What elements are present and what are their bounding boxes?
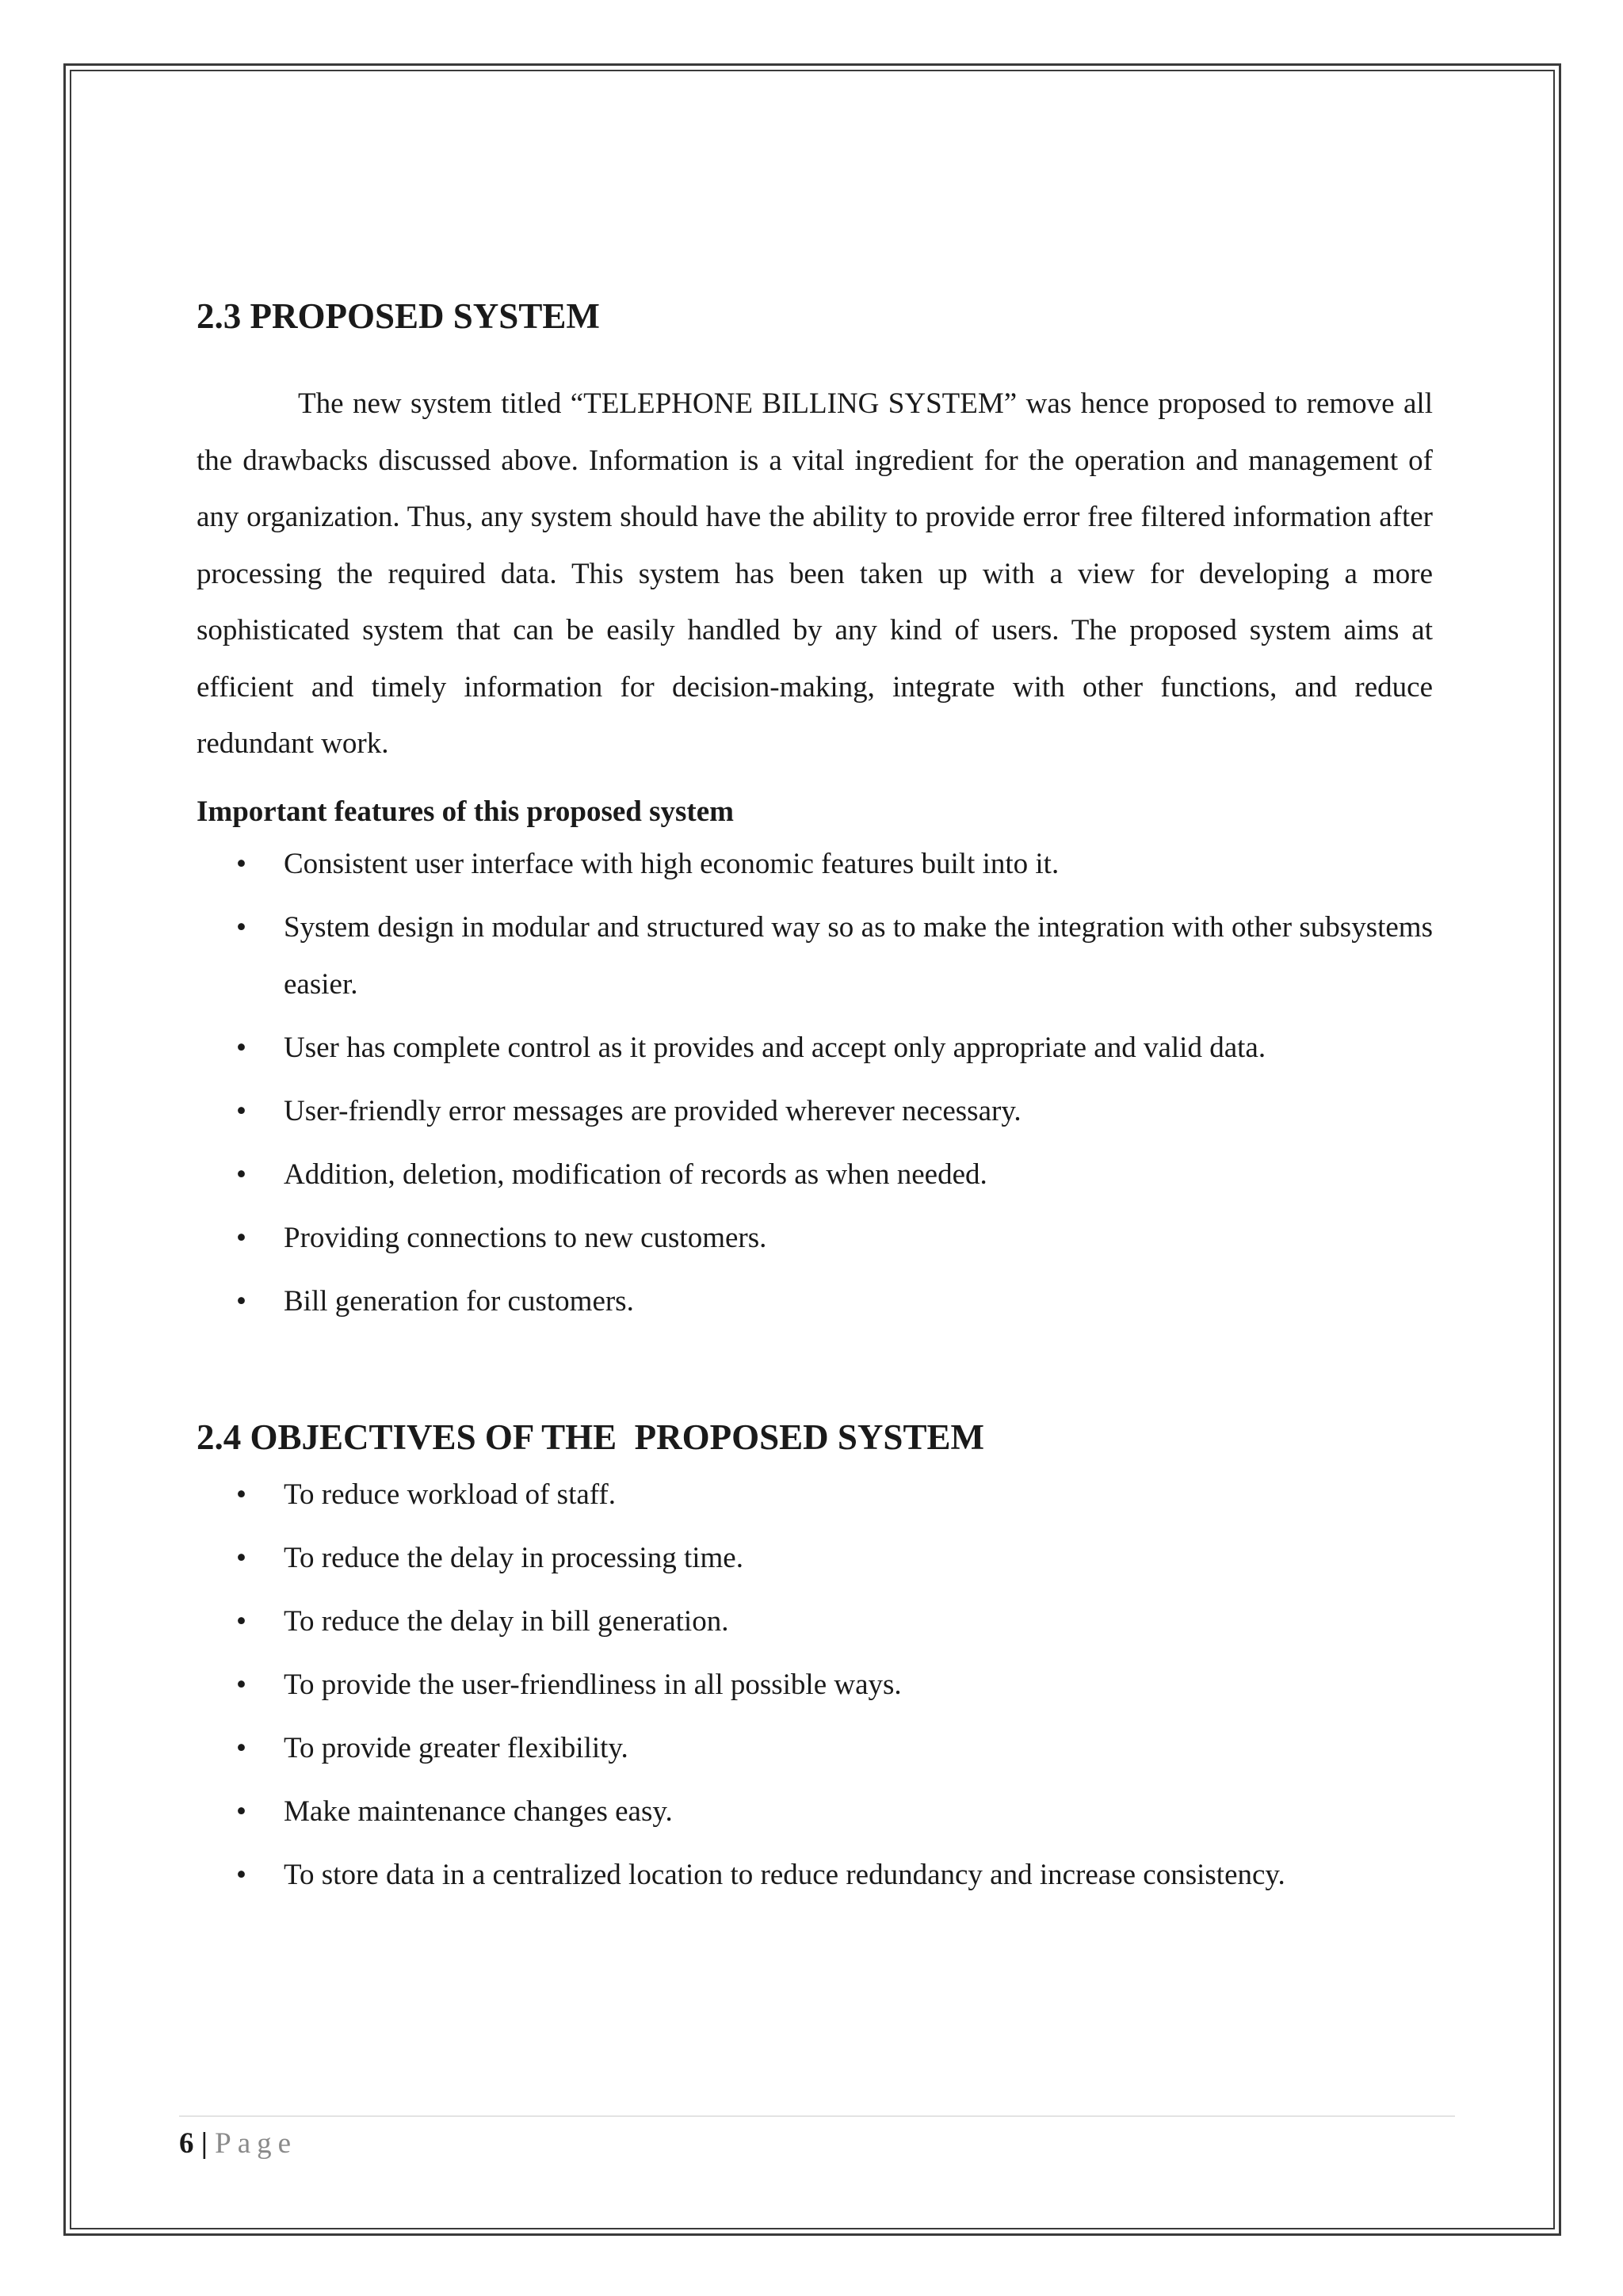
bullet-icon: • xyxy=(236,1158,246,1191)
objective-text: To reduce workload of staff. xyxy=(284,1478,616,1511)
bullet-icon: • xyxy=(236,847,246,880)
page-label: Page xyxy=(215,2127,298,2160)
list-item xyxy=(197,1210,1433,1267)
footer-separator: | xyxy=(200,2127,208,2160)
list-item xyxy=(197,1466,1433,1524)
bullet-icon: • xyxy=(236,1794,246,1828)
bullet-icon: • xyxy=(236,1541,246,1574)
features-subheading: Important features of this proposed system xyxy=(197,795,734,828)
feature-text: Consistent user interface with high economic features built into it. xyxy=(284,847,1060,880)
list-item xyxy=(197,1657,1433,1714)
objective-text: To provide the user-friendliness in all possible ways. xyxy=(284,1668,902,1701)
list-item xyxy=(197,1720,1433,1777)
objective-text: To provide greater flexibility. xyxy=(284,1731,628,1764)
list-item xyxy=(197,1273,1433,1330)
bullet-icon: • xyxy=(236,910,246,944)
list-item xyxy=(197,1530,1433,1587)
proposed-system-paragraph: The new system titled “TELEPHONE BILLING SYSTEM” was hence proposed to remove all the drawbacks discussed above. Information is a vital ingredient for the operation and management of any organization. Thus, any system should have the ability to provide error free filtered information after processing the required data. This system has been taken up with a view for developing a more sophisticated system that can be easily handled by any kind of users. The proposed system aims at efficient and timely information for decision-making, integrate with other functions, and reduce redundant work. xyxy=(197,387,1433,760)
objective-text: To reduce the delay in bill generation. xyxy=(284,1604,729,1638)
section-heading-objectives: 2.4 OBJECTIVES OF THE PROPOSED SYSTEM xyxy=(197,1417,984,1457)
list-item xyxy=(197,1020,1433,1077)
features-list xyxy=(197,836,1433,1330)
objectives-list xyxy=(197,1466,1433,1904)
page-content xyxy=(197,295,1433,1904)
feature-text: System design in modular and structured way so as to make the integration with other subsystems easier. xyxy=(284,910,1433,1001)
feature-text: User-friendly error messages are provided wherever necessary. xyxy=(284,1094,1022,1127)
bullet-icon: • xyxy=(236,1221,246,1254)
bullet-icon: • xyxy=(236,1478,246,1511)
objective-text: Make maintenance changes easy. xyxy=(284,1794,673,1828)
feature-text: Addition, deletion, modification of records as when needed. xyxy=(284,1158,987,1191)
page-number: 6 xyxy=(179,2127,194,2160)
list-item xyxy=(197,1593,1433,1650)
feature-text: Bill generation for customers. xyxy=(284,1284,634,1318)
bullet-icon: • xyxy=(236,1858,246,1891)
bullet-icon: • xyxy=(236,1604,246,1638)
section-heading-proposed-system: 2.3 PROPOSED SYSTEM xyxy=(197,296,600,336)
list-item xyxy=(197,836,1433,893)
bullet-icon: • xyxy=(236,1284,246,1318)
bullet-icon: • xyxy=(236,1668,246,1701)
bullet-icon: • xyxy=(236,1031,246,1064)
bullet-icon: • xyxy=(236,1094,246,1127)
list-item xyxy=(197,1146,1433,1203)
list-item xyxy=(197,899,1433,1013)
list-item xyxy=(197,1847,1433,1904)
bullet-icon: • xyxy=(236,1731,246,1764)
list-item xyxy=(197,1083,1433,1140)
feature-text: User has complete control as it provides and accept only appropriate and valid data. xyxy=(284,1031,1266,1064)
page-footer xyxy=(179,2115,1455,2161)
objective-text: To store data in a centralized location to reduce redundancy and increase consistency. xyxy=(284,1858,1285,1891)
list-item xyxy=(197,1783,1433,1840)
feature-text: Providing connections to new customers. xyxy=(284,1221,767,1254)
objective-text: To reduce the delay in processing time. xyxy=(284,1541,743,1574)
